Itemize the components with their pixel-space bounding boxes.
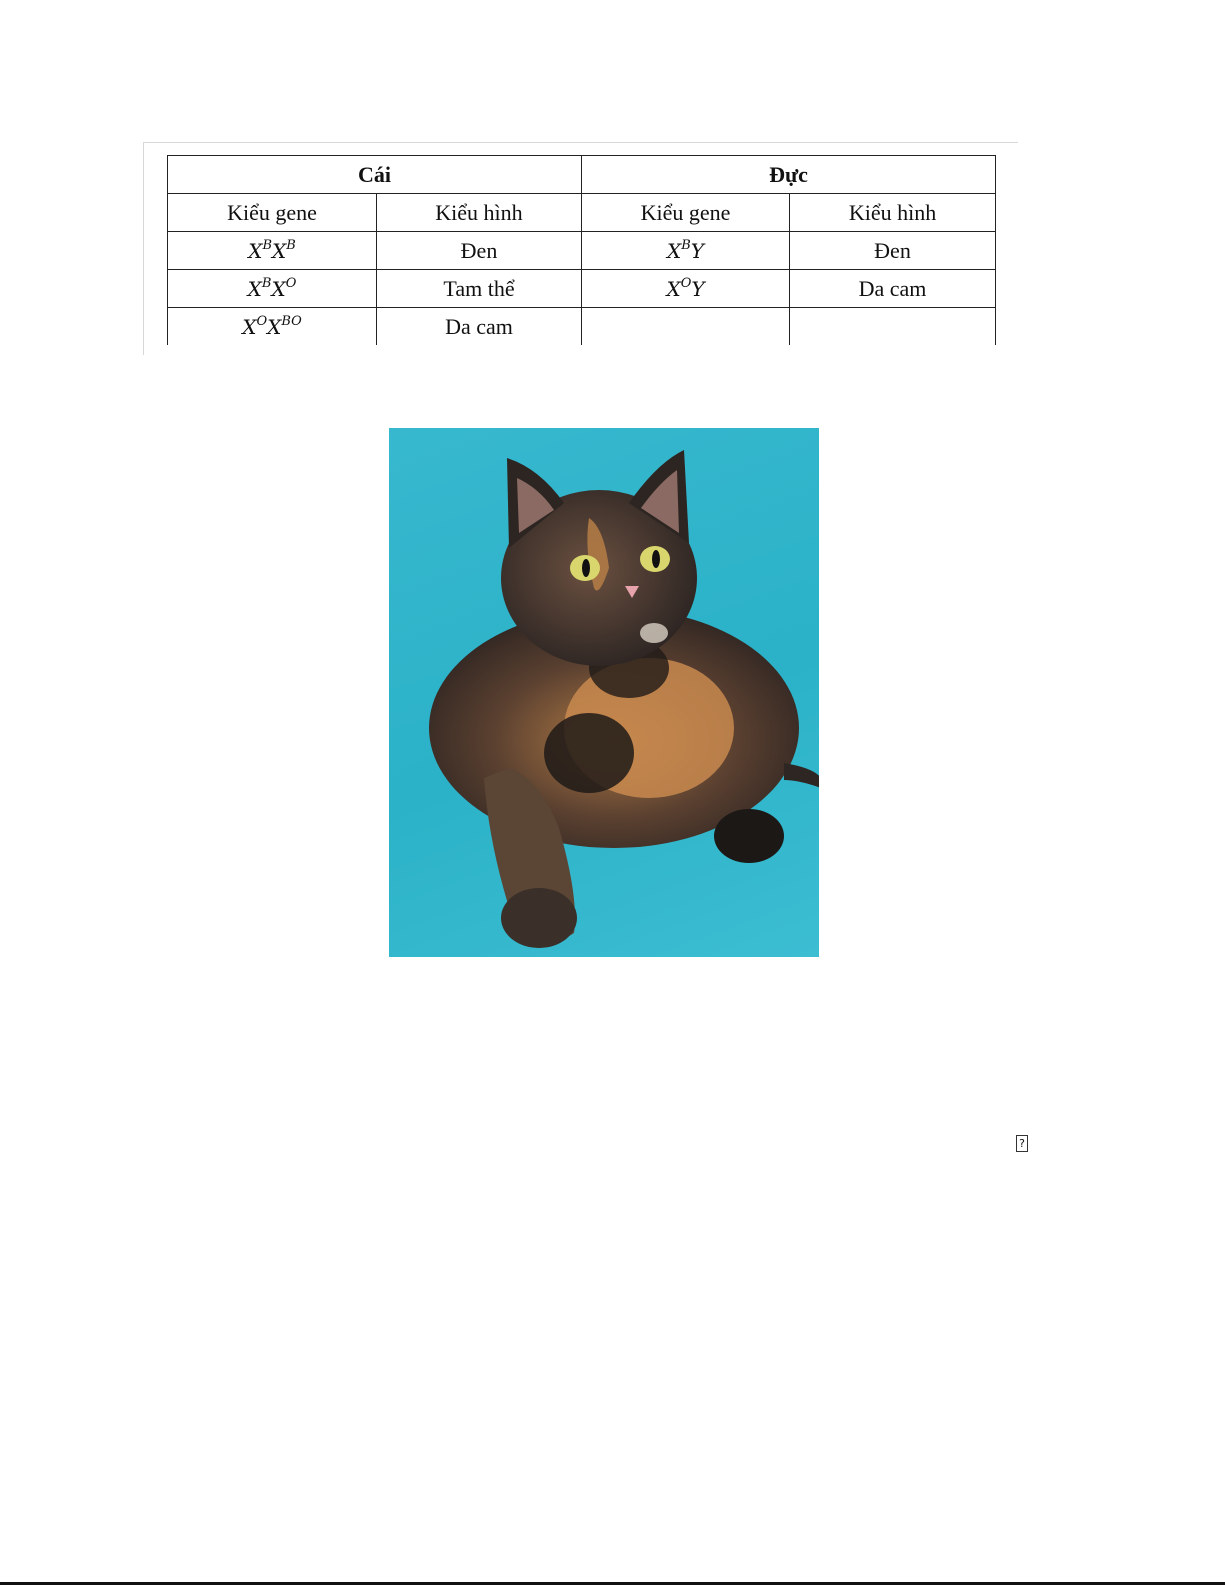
male-phenotype-cell bbox=[790, 308, 996, 346]
group-male: Đực bbox=[582, 156, 996, 194]
group-female: Cái bbox=[168, 156, 582, 194]
female-genotype-cell: $X^OX^{BO}$ bbox=[168, 308, 377, 346]
cat-chin bbox=[640, 623, 668, 643]
header-male-phenotype: Kiểu hình bbox=[790, 194, 996, 232]
male-genotype-cell bbox=[582, 308, 790, 346]
female-genotype-cell: $X^BX^O$ bbox=[168, 270, 377, 308]
cat-right-pupil bbox=[652, 550, 660, 568]
genotype-phenotype-table bbox=[167, 155, 996, 345]
male-phenotype-cell: Đen bbox=[790, 232, 996, 270]
cat-illustration bbox=[389, 428, 819, 957]
table-row bbox=[168, 308, 996, 346]
tortoiseshell-cat-photo bbox=[389, 428, 819, 957]
table-row bbox=[168, 232, 996, 270]
female-phenotype-cell: Tam thể bbox=[377, 270, 582, 308]
female-genotype-cell: $X^BX^B$ bbox=[168, 232, 377, 270]
header-male-genotype: Kiểu gene bbox=[582, 194, 790, 232]
table-group-row bbox=[168, 156, 996, 194]
cat-left-paw bbox=[501, 888, 577, 948]
female-phenotype-cell: Đen bbox=[377, 232, 582, 270]
cat-dark-patch bbox=[544, 713, 634, 793]
male-genotype-cell: $X^BY$ bbox=[582, 232, 790, 270]
cat-right-paw bbox=[714, 809, 784, 863]
header-female-phenotype: Kiểu hình bbox=[377, 194, 582, 232]
male-genotype-cell: $X^OY$ bbox=[582, 270, 790, 308]
male-phenotype-cell: Da cam bbox=[790, 270, 996, 308]
table-row bbox=[168, 270, 996, 308]
cat-left-pupil bbox=[582, 559, 590, 577]
female-phenotype-cell: Da cam bbox=[377, 308, 582, 346]
cat-tail bbox=[784, 763, 819, 788]
header-female-genotype: Kiểu gene bbox=[168, 194, 377, 232]
missing-glyph-icon: ? bbox=[1016, 1135, 1028, 1152]
table-header-row bbox=[168, 194, 996, 232]
